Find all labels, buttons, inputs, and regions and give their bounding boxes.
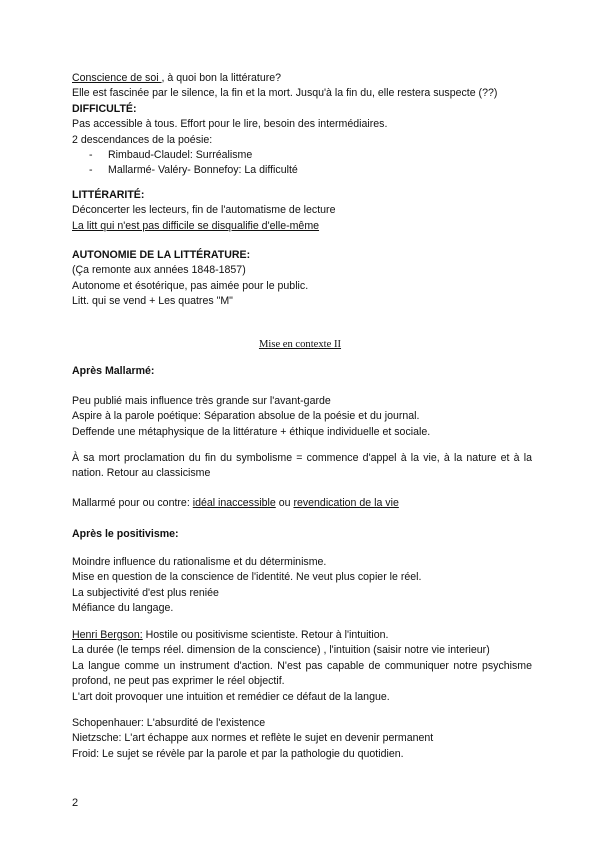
intro-block <box>72 71 532 179</box>
philosophers-paragraph <box>72 716 532 762</box>
intro-line-5: 2 descendances de la poésie: <box>72 133 213 146</box>
list-item: - Rimbaud-Claudel: Surréalisme <box>89 149 253 162</box>
paragraph-text: La langue comme un instrument d'action. N'est pas capable de communiquer notre psychisme profond, ne peut pas exprimer le réel objectif. <box>72 659 532 688</box>
heading-litterarite: LITTÉRARITÉ: <box>72 189 145 201</box>
litterarite-block <box>72 188 532 234</box>
autonomie-line-3: Litt. qui se vend + Les quatres "M" <box>72 295 233 308</box>
paragraph-line: La subjectivité d'est plus reniée <box>72 586 219 599</box>
section-title: Mise en contexte II <box>258 339 342 350</box>
paragraph-line: Schopenhauer: L'absurdité de l'existence <box>72 717 266 729</box>
heading-autonomie: AUTONOMIE DE LA LITTÉRATURE: <box>72 249 251 261</box>
heading-apres-mallarme: Après Mallarmé: <box>72 365 155 377</box>
conscience-link: Conscience de soi <box>72 72 162 84</box>
paragraph-line: L'art doit provoquer une intuition et remédier ce défaut de la langue. <box>72 690 390 703</box>
heading-difficulte: DIFFICULTÉ: <box>72 102 137 115</box>
paragraph-line: Peu publié mais influence très grande sur l'avant-garde <box>72 395 331 407</box>
paragraph-line: Aspire à la parole poétique: Séparation absolue de la poésie et du journal. <box>72 410 420 423</box>
litterarite-line-2: La litt qui n'est pas difficile se disqualifie d'elle-même <box>72 219 320 232</box>
apres-mallarme-paragraph-2 <box>72 451 532 482</box>
intro-line-1: Conscience de soi , à quoi bon la littérature? <box>72 72 282 84</box>
intro-line-2: Elle est fascinée par le silence, la fin et la mort. Jusqu'à la fin du, elle restera suspecte (??) <box>72 87 498 100</box>
intro-line-4: Pas accessible à tous. Effort pour le lire, besoin des intermédiaires. <box>72 118 388 131</box>
apres-mallarme-paragraph-1 <box>72 394 532 440</box>
ideal-inaccessible-link: idéal inaccessible <box>192 497 276 509</box>
bergson-name: Henri Bergson: <box>72 629 143 641</box>
autonomie-block <box>72 248 532 310</box>
list-item: - Mallarmé- Valéry- Bonnefoy: La difficulté <box>89 164 298 177</box>
paragraph-line: Henri Bergson: Hostile ou positivisme scientiste. Retour à l'intuition. <box>72 629 389 641</box>
apres-mallarme-block <box>72 364 532 379</box>
paragraph-line: Nietzsche: L'art échappe aux normes et reflète le sujet en devenir permanent <box>72 732 434 745</box>
paragraph-line: Deffende une métaphysique de la littérature + éthique individuelle et sociale. <box>72 425 431 438</box>
paragraph-line: La durée (le temps réel. dimension de la conscience) , l'intuition (saisir notre vie interieur) <box>72 644 490 657</box>
paragraph-line: Froid: Le sujet se révèle par la parole et par la pathologie du quotidien. <box>72 747 404 760</box>
paragraph-line: Mallarmé pour ou contre: idéal inaccessible ou revendication de la vie <box>72 497 399 509</box>
autonomie-line-1: (Ça remonte aux années 1848-1857) <box>72 264 246 277</box>
litterarite-line-1: Déconcerter les lecteurs, fin de l'automatisme de lecture <box>72 204 336 217</box>
autonomie-line-2: Autonome et ésotérique, pas aimée pour le public. <box>72 279 309 292</box>
apres-mallarme-paragraph-3 <box>72 496 532 511</box>
paragraph-line: Méfiance du langage. <box>72 602 174 615</box>
revendication-link: revendication de la vie <box>293 497 399 509</box>
apres-positivisme-paragraph-1 <box>72 555 532 617</box>
paragraph-text: À sa mort proclamation du fin du symbolisme = commence d'appel à la vie, à la nature et à la nation. Retour au classicisme <box>72 452 532 480</box>
paragraph-line: Mise en question de la conscience de l'identité. Ne veut plus copier le réel. <box>72 571 422 584</box>
bergson-paragraph <box>72 628 532 705</box>
page-number: 2 <box>72 797 79 809</box>
paragraph-line: Moindre influence du rationalisme et du déterminisme. <box>72 556 327 568</box>
heading-apres-positivisme: Après le positivisme: <box>72 528 179 540</box>
apres-positivisme-block <box>72 527 532 542</box>
